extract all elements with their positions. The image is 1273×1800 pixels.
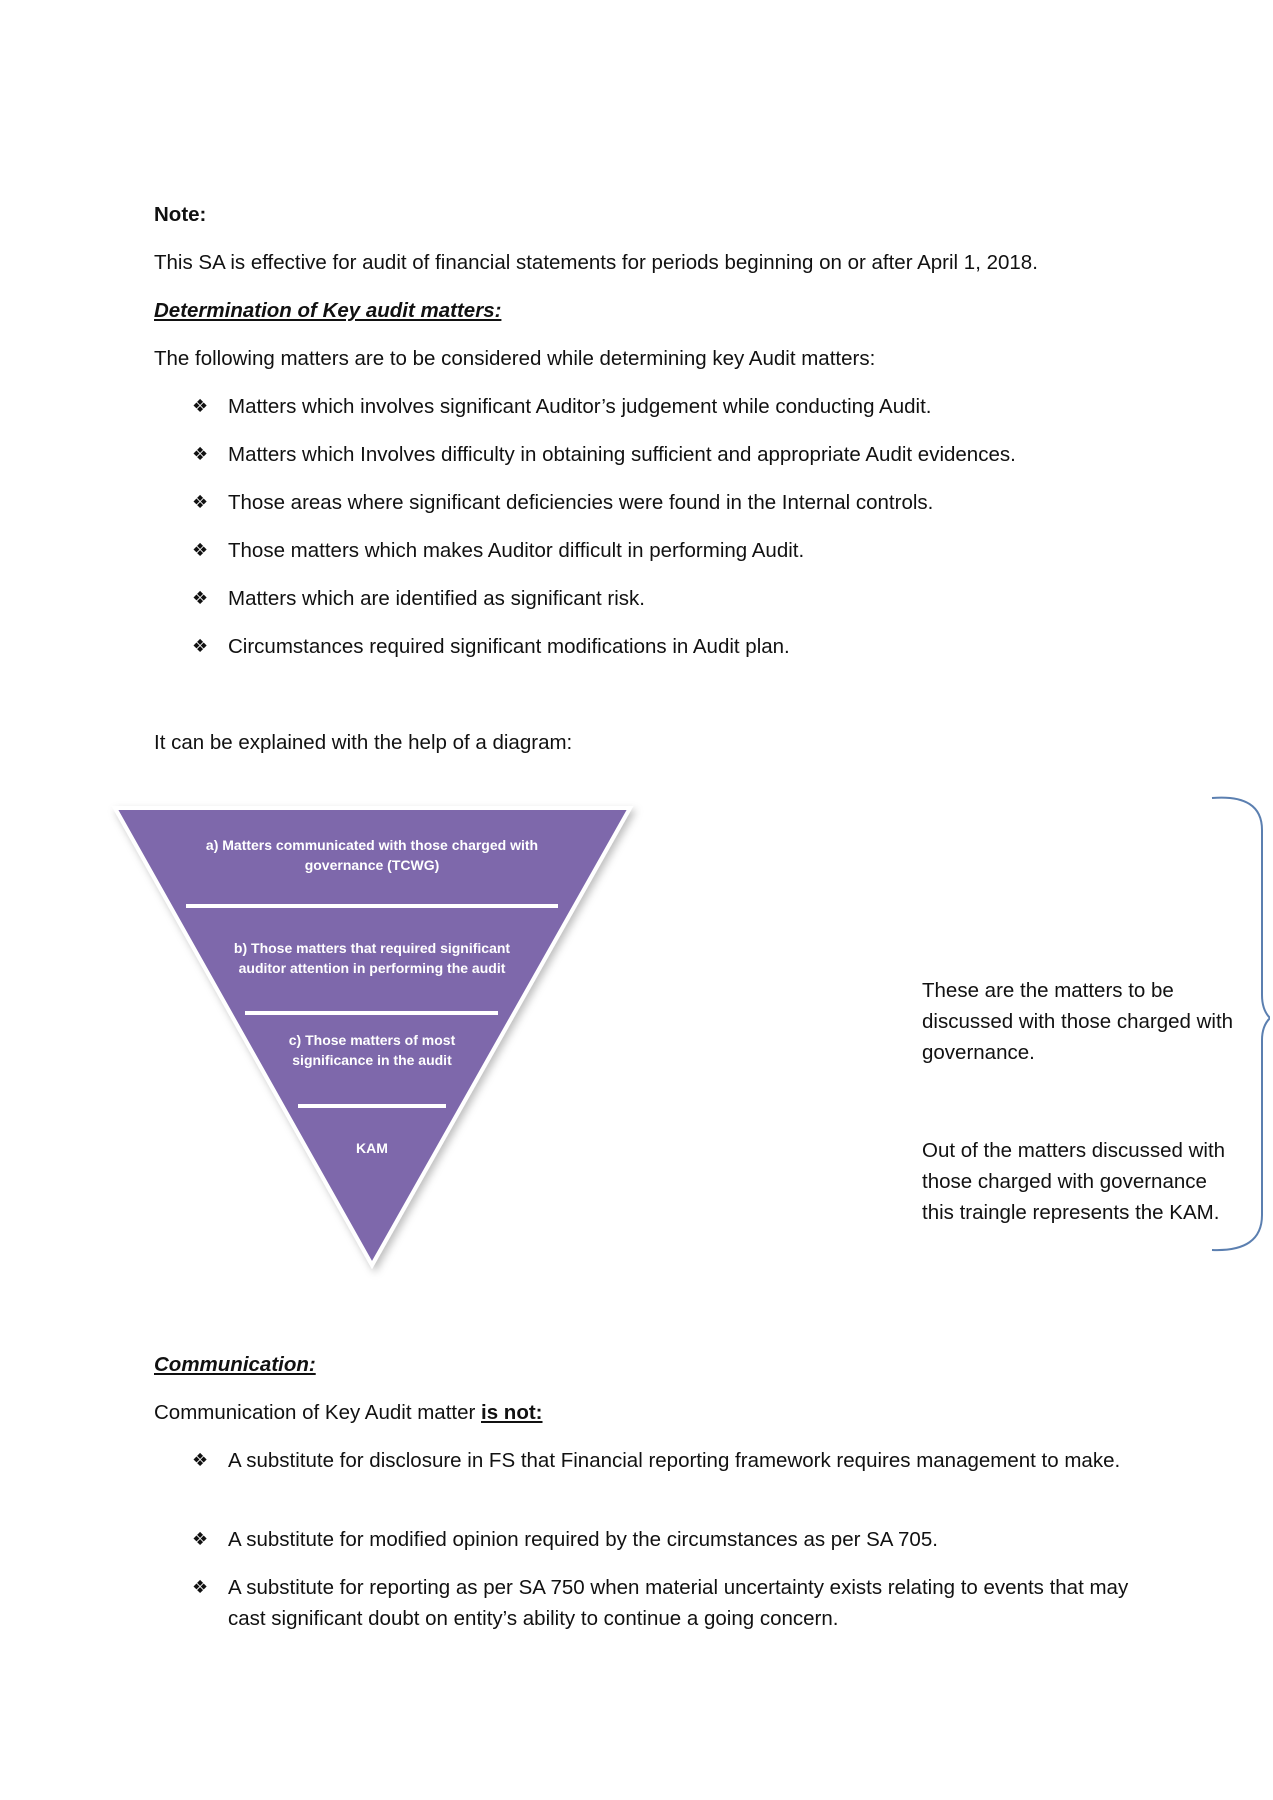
level-b-line2: auditor attention in performing the audit (238, 960, 506, 976)
list-item (192, 535, 1168, 566)
list-item (192, 391, 1168, 422)
level-c-line1: c) Those matters of most (288, 1032, 456, 1048)
communication-intro-emphasis: is not: (481, 1401, 543, 1424)
diamond-bullet-icon: ❖ (192, 492, 209, 512)
diamond-bullet-icon: ❖ (192, 636, 209, 656)
note-top-line: These are the matters to be (922, 979, 1174, 1002)
note-top-line: discussed with those charged with (922, 1010, 1234, 1033)
list-item-text: Matters which are identified as significant risk. (228, 587, 646, 610)
list-item-text: Matters which Involves difficulty in obtaining sufficient and appropriate Audit evidences. (228, 443, 1016, 466)
list-item-text: Circumstances required significant modifications in Audit plan. (228, 635, 790, 658)
communication-intro (154, 1401, 543, 1425)
list-item (192, 1445, 1168, 1476)
note-bottom-line: this traingle represents the KAM. (922, 1201, 1220, 1224)
diamond-bullet-icon: ❖ (192, 588, 209, 608)
note-label: Note: (154, 203, 207, 226)
list-item-text: Those matters which makes Auditor difficult in performing Audit. (228, 539, 805, 562)
list-item-text: Matters which involves significant Auditor’s judgement while conducting Audit. (228, 395, 932, 418)
kam-triangle-diagram (100, 790, 660, 1290)
communication-heading: Communication: (154, 1353, 316, 1376)
determination-heading: Determination of Key audit matters: (154, 299, 502, 322)
list-item-text: A substitute for modified opinion required by the circumstances as per SA 705. (228, 1528, 938, 1551)
diamond-bullet-icon: ❖ (192, 1529, 209, 1549)
list-item-text: A substitute for reporting as per SA 750 when material uncertainty exists relating to events that may cast significant doubt on entity’s ability to continue a going concern. (228, 1576, 1129, 1630)
level-kam-label: KAM (356, 1140, 388, 1156)
list-item (192, 631, 1168, 662)
determination-intro: The following matters are to be considered while determining key Audit matters: (154, 347, 876, 370)
level-a-line2: governance (TCWG) (304, 857, 440, 873)
diamond-bullet-icon: ❖ (192, 444, 209, 464)
note-bottom-line: those charged with governance (922, 1170, 1207, 1193)
curly-brace-icon (1200, 790, 1270, 1260)
diamond-bullet-icon: ❖ (192, 540, 209, 560)
list-item (192, 1572, 1168, 1634)
list-item (192, 1524, 1168, 1555)
note-text: This SA is effective for audit of financial statements for periods beginning on or after April 1, 2018. (154, 251, 1038, 274)
diagram-intro: It can be explained with the help of a diagram: (154, 731, 573, 754)
diamond-bullet-icon: ❖ (192, 1577, 209, 1597)
note-bottom-line: Out of the matters discussed with (922, 1139, 1226, 1162)
communication-intro-prefix: Communication of Key Audit matter (154, 1401, 482, 1424)
list-item-text: A substitute for disclosure in FS that Financial reporting framework requires management to make. (228, 1449, 1121, 1472)
list-item-text: Those areas where significant deficiencies were found in the Internal controls. (228, 491, 934, 514)
level-a-line1: a) Matters communicated with those charged with (205, 837, 539, 853)
note-top-line: governance. (922, 1041, 1035, 1064)
level-c-line2: significance in the audit (292, 1052, 452, 1068)
list-item (192, 583, 1168, 614)
diamond-bullet-icon: ❖ (192, 1450, 209, 1470)
diamond-bullet-icon: ❖ (192, 396, 209, 416)
list-item (192, 439, 1168, 470)
level-b-line1: b) Those matters that required significant (233, 940, 511, 956)
list-item (192, 487, 1168, 518)
